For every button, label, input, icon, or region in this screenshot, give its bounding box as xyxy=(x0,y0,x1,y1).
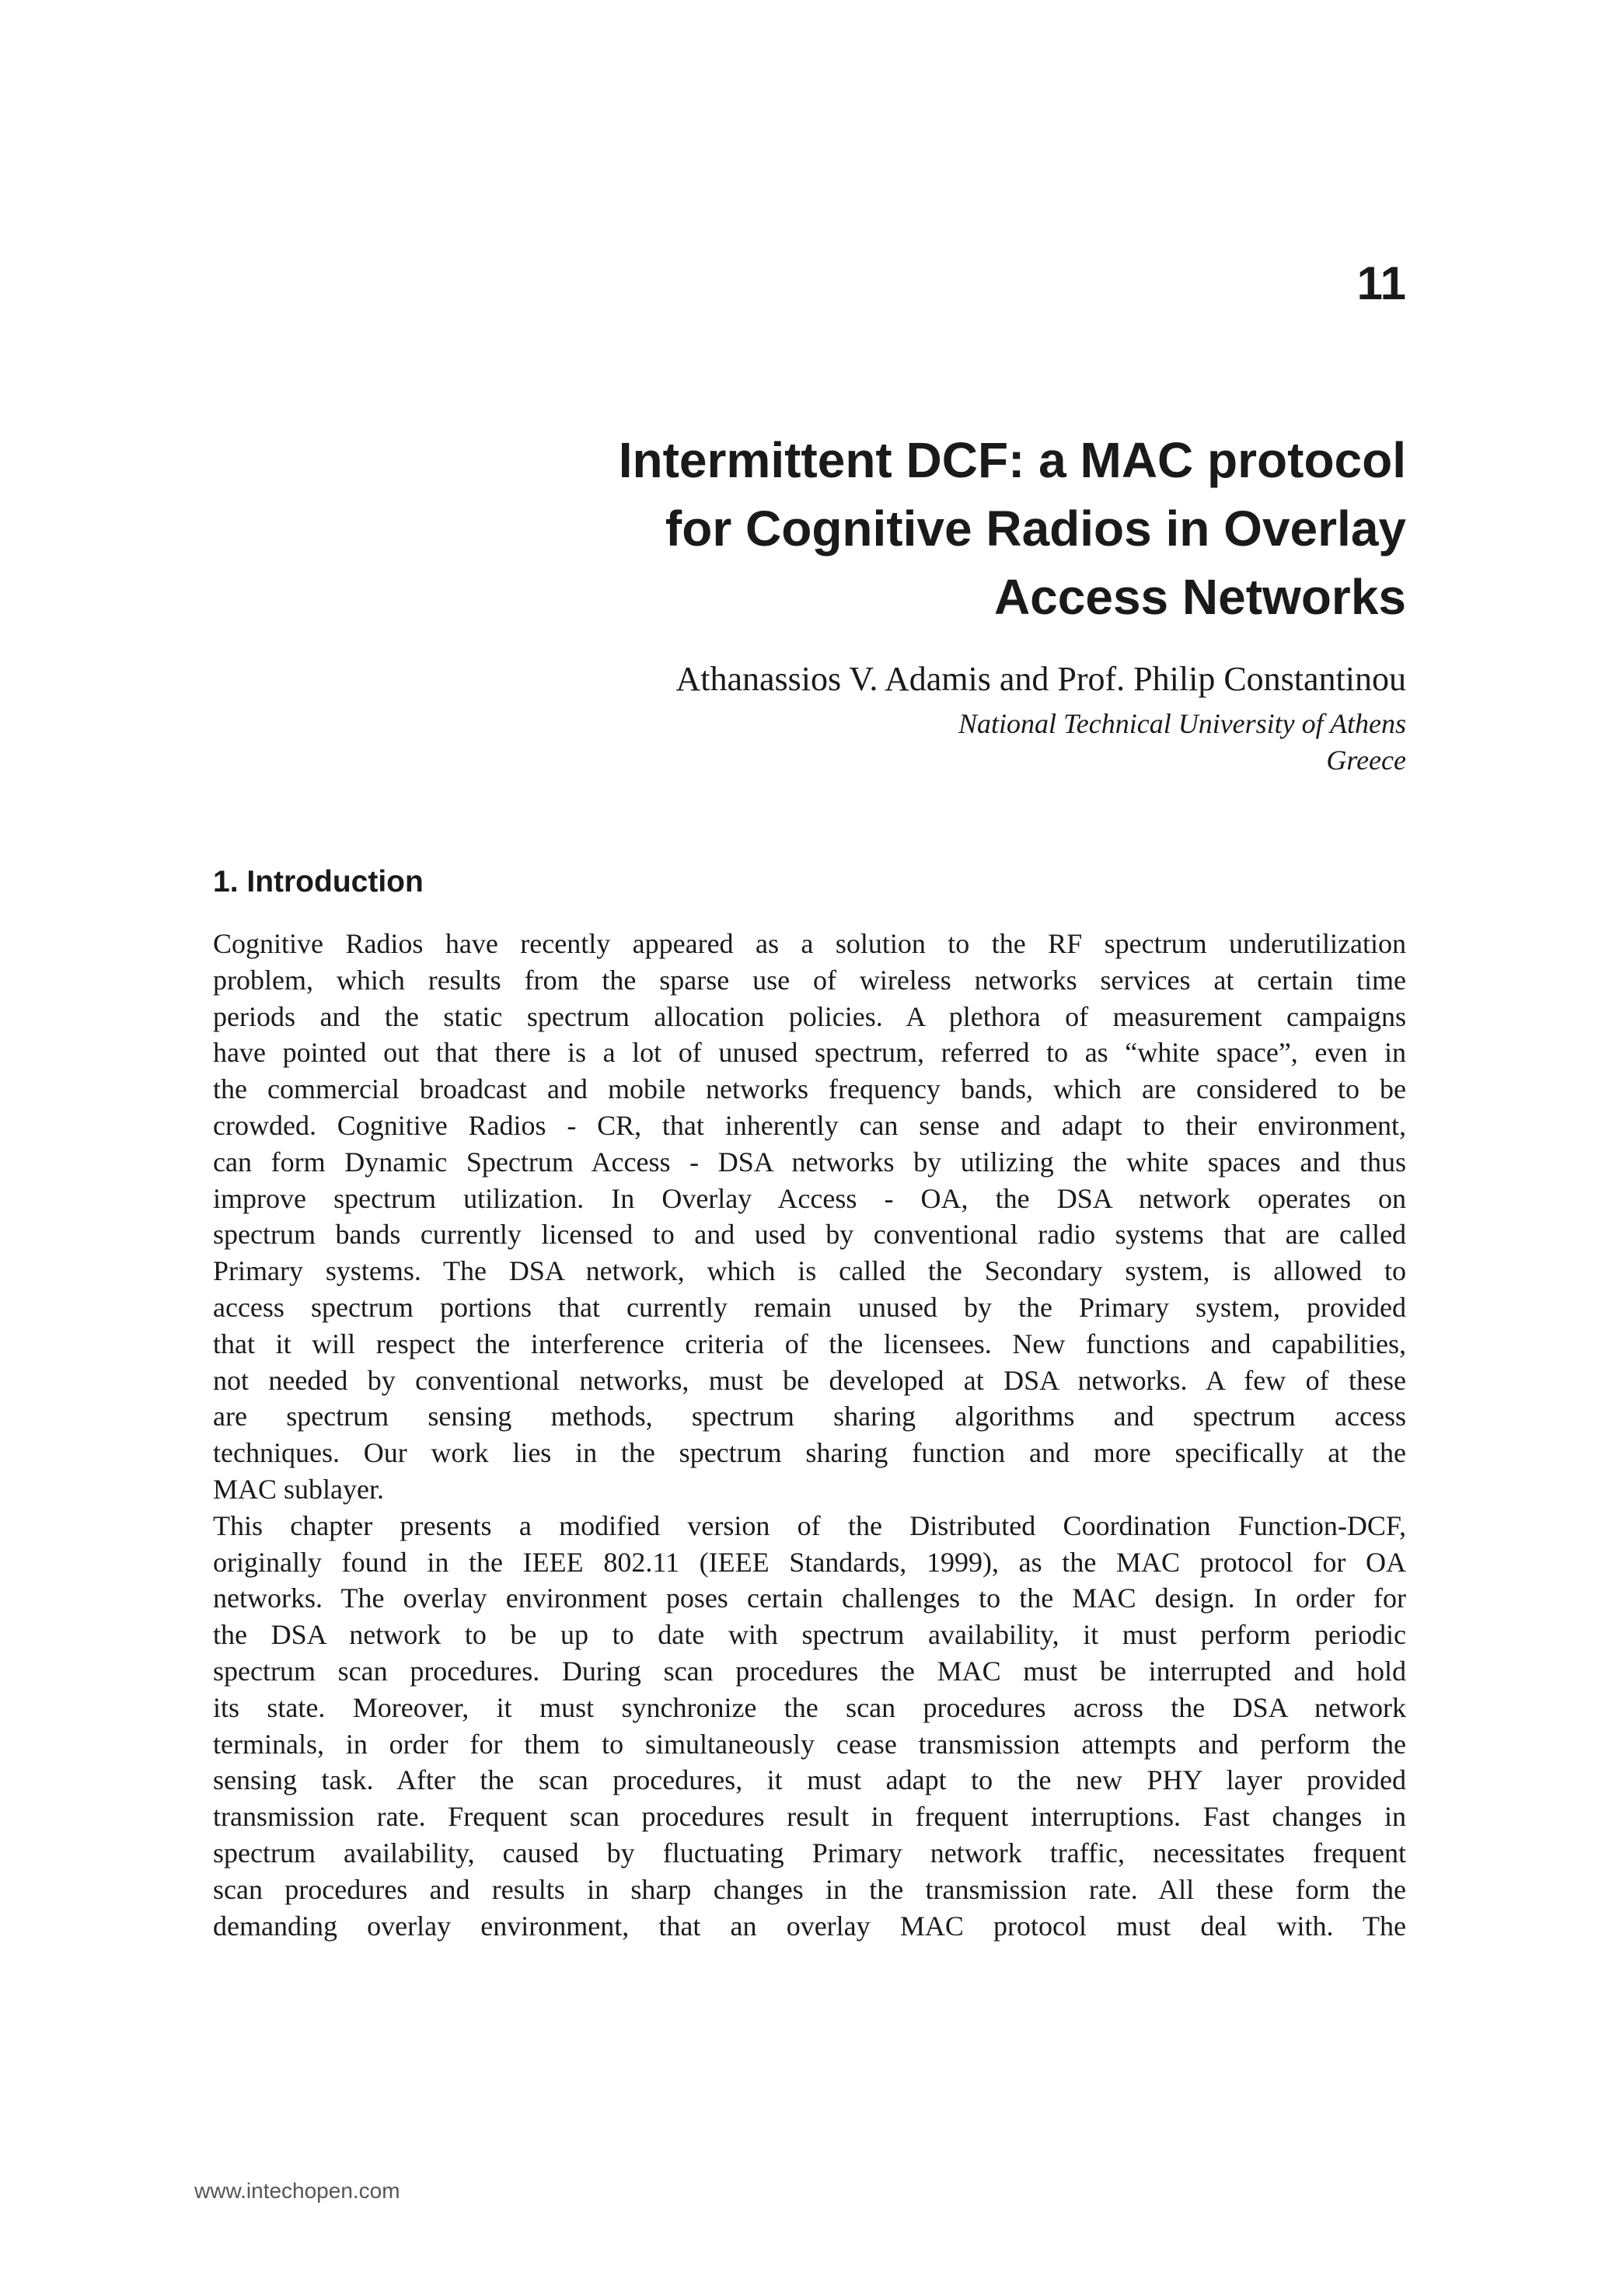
body-line: MAC sublayer. xyxy=(213,1473,384,1505)
body-line: the DSA network to be up to date with spectrum availability, it must perform periodic xyxy=(213,1619,1406,1651)
body-line: problem, which results from the sparse use of wireless networks services at certain time xyxy=(213,964,1406,996)
body-line: sensing task. After the scan procedures, it must adapt to the new PHY layer provided xyxy=(213,1764,1406,1796)
body-line: are spectrum sensing methods, spectrum sharing algorithms and spectrum access xyxy=(213,1401,1406,1432)
body-line: This chapter presents a modified version of the Distributed Coordination Function-DCF, xyxy=(213,1509,1406,1541)
footer-url[interactable]: www.intechopen.com xyxy=(194,2179,400,2203)
chapter-number: 11 xyxy=(1356,257,1406,309)
body-line: not needed by conventional networks, must be developed at DSA networks. A few of these xyxy=(213,1364,1406,1396)
chapter-title xyxy=(318,426,1406,631)
body-line: spectrum scan procedures. During scan procedures the MAC must be interrupted and hold xyxy=(213,1655,1406,1687)
body-line: Cognitive Radios have recently appeared as a solution to the RF spectrum underutilization xyxy=(213,928,1406,959)
body-line: originally found in the IEEE 802.11 (IEEE Standards, 1999), as the MAC protocol for OA xyxy=(213,1546,1406,1578)
section-heading: 1. Introduction xyxy=(213,865,424,899)
body-line: crowded. Cognitive Radios - CR, that inherently can sense and adapt to their environment, xyxy=(213,1109,1406,1141)
body-line: transmission rate. Frequent scan procedures result in frequent interruptions. Fast changes in xyxy=(213,1801,1406,1833)
chapter-title-line: for Cognitive Radios in Overlay xyxy=(665,501,1406,557)
body-line: Primary systems. The DSA network, which is called the Secondary system, is allowed to xyxy=(213,1255,1406,1287)
body-line: the commercial broadcast and mobile networks frequency bands, which are considered to be xyxy=(213,1073,1406,1105)
chapter-title-line: Intermittent DCF: a MAC protocol xyxy=(618,432,1406,488)
body-line: networks. The overlay environment poses certain challenges to the MAC design. In order for xyxy=(213,1582,1406,1614)
body-line: its state. Moreover, it must synchronize the scan procedures across the DSA network xyxy=(213,1691,1406,1723)
body-line: demanding overlay environment, that an overlay MAC protocol must deal with. The xyxy=(213,1910,1406,1942)
affiliation-line: Greece xyxy=(1326,745,1406,776)
body-line: periods and the static spectrum allocation policies. A plethora of measurement campaigns xyxy=(213,1000,1406,1032)
body-line: techniques. Our work lies in the spectrum sharing function and more specifically at the xyxy=(213,1437,1406,1469)
chapter-title-line: Access Networks xyxy=(993,569,1406,625)
body-line: have pointed out that there is a lot of unused spectrum, referred to as “white space”, even in xyxy=(213,1037,1406,1069)
body-line: terminals, in order for them to simultaneously cease transmission attempts and perform the xyxy=(213,1728,1406,1760)
body-line: spectrum availability, caused by fluctuating Primary network traffic, necessitates frequent xyxy=(213,1837,1406,1869)
body-line: scan procedures and results in sharp changes in the transmission rate. All these form the xyxy=(213,1873,1406,1905)
affiliation xyxy=(958,706,1406,779)
affiliation-line: National Technical University of Athens xyxy=(958,708,1406,739)
body-line: can form Dynamic Spectrum Access - DSA networks by utilizing the white spaces and thus xyxy=(213,1146,1406,1178)
authors: Athanassios V. Adamis and Prof. Philip Constantinou xyxy=(675,660,1406,698)
body-line: that it will respect the interference criteria of the licensees. New functions and capabilities, xyxy=(213,1328,1406,1359)
body-line: access spectrum portions that currently remain unused by the Primary system, provided xyxy=(213,1291,1406,1323)
body-line: improve spectrum utilization. In Overlay Access - OA, the DSA network operates on xyxy=(213,1182,1406,1214)
body-line: spectrum bands currently licensed to and used by conventional radio systems that are called xyxy=(213,1219,1406,1251)
body-text xyxy=(213,926,1406,1944)
